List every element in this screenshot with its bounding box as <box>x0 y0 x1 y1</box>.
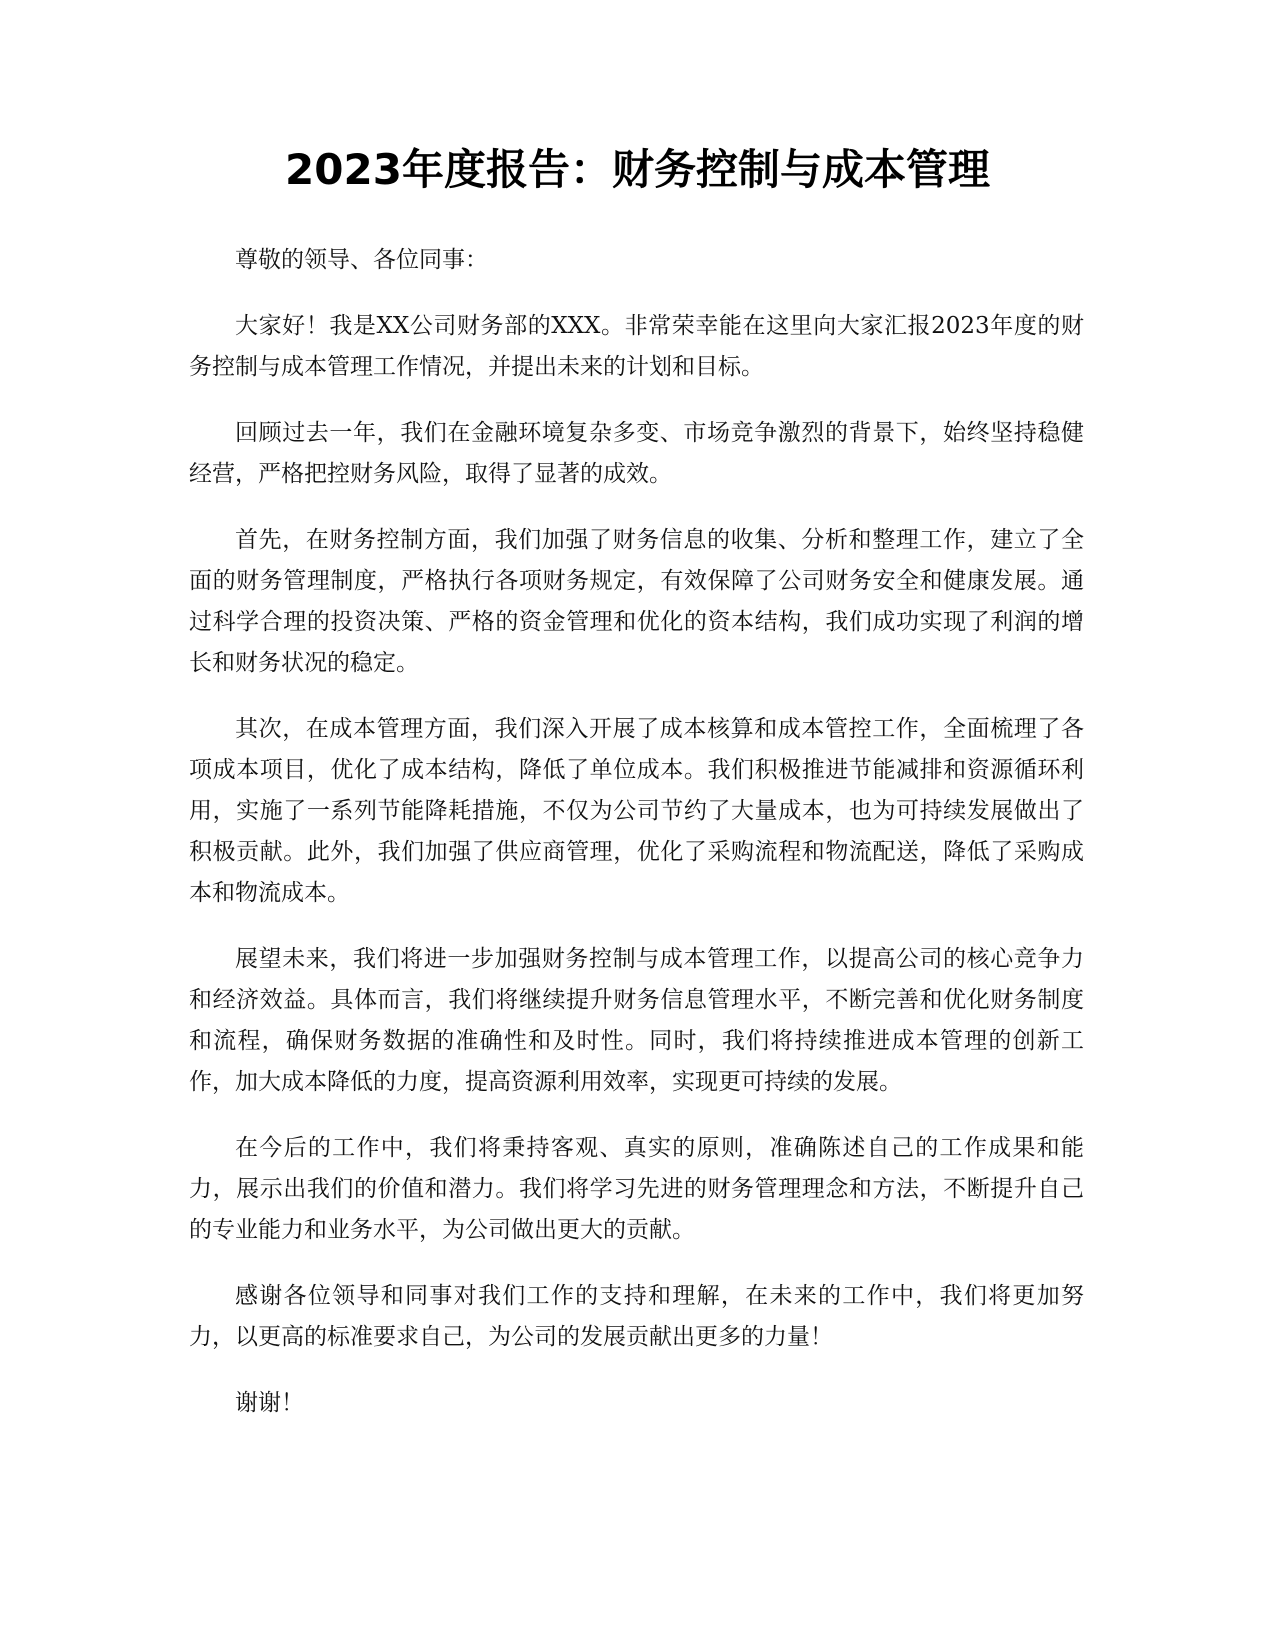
paragraph-future-work: 在今后的工作中，我们将秉持客观、真实的原则，准确陈述自己的工作成果和能力，展示出我们的价值和潜力。我们将学习先进的财务管理理念和方法，不断提升自己的专业能力和业务水平，为公司做出更大的贡献。 <box>189 1135 1084 1243</box>
paragraph-thanks: 感谢各位领导和同事对我们工作的支持和理解，在未来的工作中，我们将更加努力，以更高的标准要求自己，为公司的发展贡献出更多的力量！ <box>189 1283 1084 1350</box>
document-body <box>189 240 1084 1449</box>
paragraph-salutation: 尊敬的领导、各位同事： <box>235 247 488 273</box>
paragraph-outlook: 展望未来，我们将进一步加强财务控制与成本管理工作，以提高公司的核心竞争力和经济效益。具体而言，我们将继续提升财务信息管理水平，不断完善和优化财务制度和流程，确保财务数据的准确性和及时性。同时，我们将持续推进成本管理的创新工作，加大成本降低的力度，提高资源利用效率，实现更可持续的发展。 <box>189 946 1084 1095</box>
page-title: 2023年度报告：财务控制与成本管理 <box>285 145 990 194</box>
paragraph-greeting: 大家好！我是XX公司财务部的XXX。非常荣幸能在这里向大家汇报2023年度的财务控制与成本管理工作情况，并提出未来的计划和目标。 <box>189 313 1084 380</box>
paragraph-cost-management: 其次，在成本管理方面，我们深入开展了成本核算和成本管控工作，全面梳理了各项成本项目，优化了成本结构，降低了单位成本。我们积极推进节能减排和资源循环利用，实施了一系列节能降耗措施，不仅为公司节约了大量成本，也为可持续发展做出了积极贡献。此外，我们加强了供应商管理，优化了采购流程和物流配送，降低了采购成本和物流成本。 <box>189 716 1084 906</box>
paragraph-review: 回顾过去一年，我们在金融环境复杂多变、市场竞争激烈的背景下，始终坚持稳健经营，严格把控财务风险，取得了显著的成效。 <box>189 420 1084 487</box>
paragraph-financial-control: 首先，在财务控制方面，我们加强了财务信息的收集、分析和整理工作，建立了全面的财务管理制度，严格执行各项财务规定，有效保障了公司财务安全和健康发展。通过科学合理的投资决策、严格的资金管理和优化的资本结构，我们成功实现了利润的增长和财务状况的稳定。 <box>189 527 1084 676</box>
paragraph-closing: 谢谢！ <box>235 1390 304 1416</box>
